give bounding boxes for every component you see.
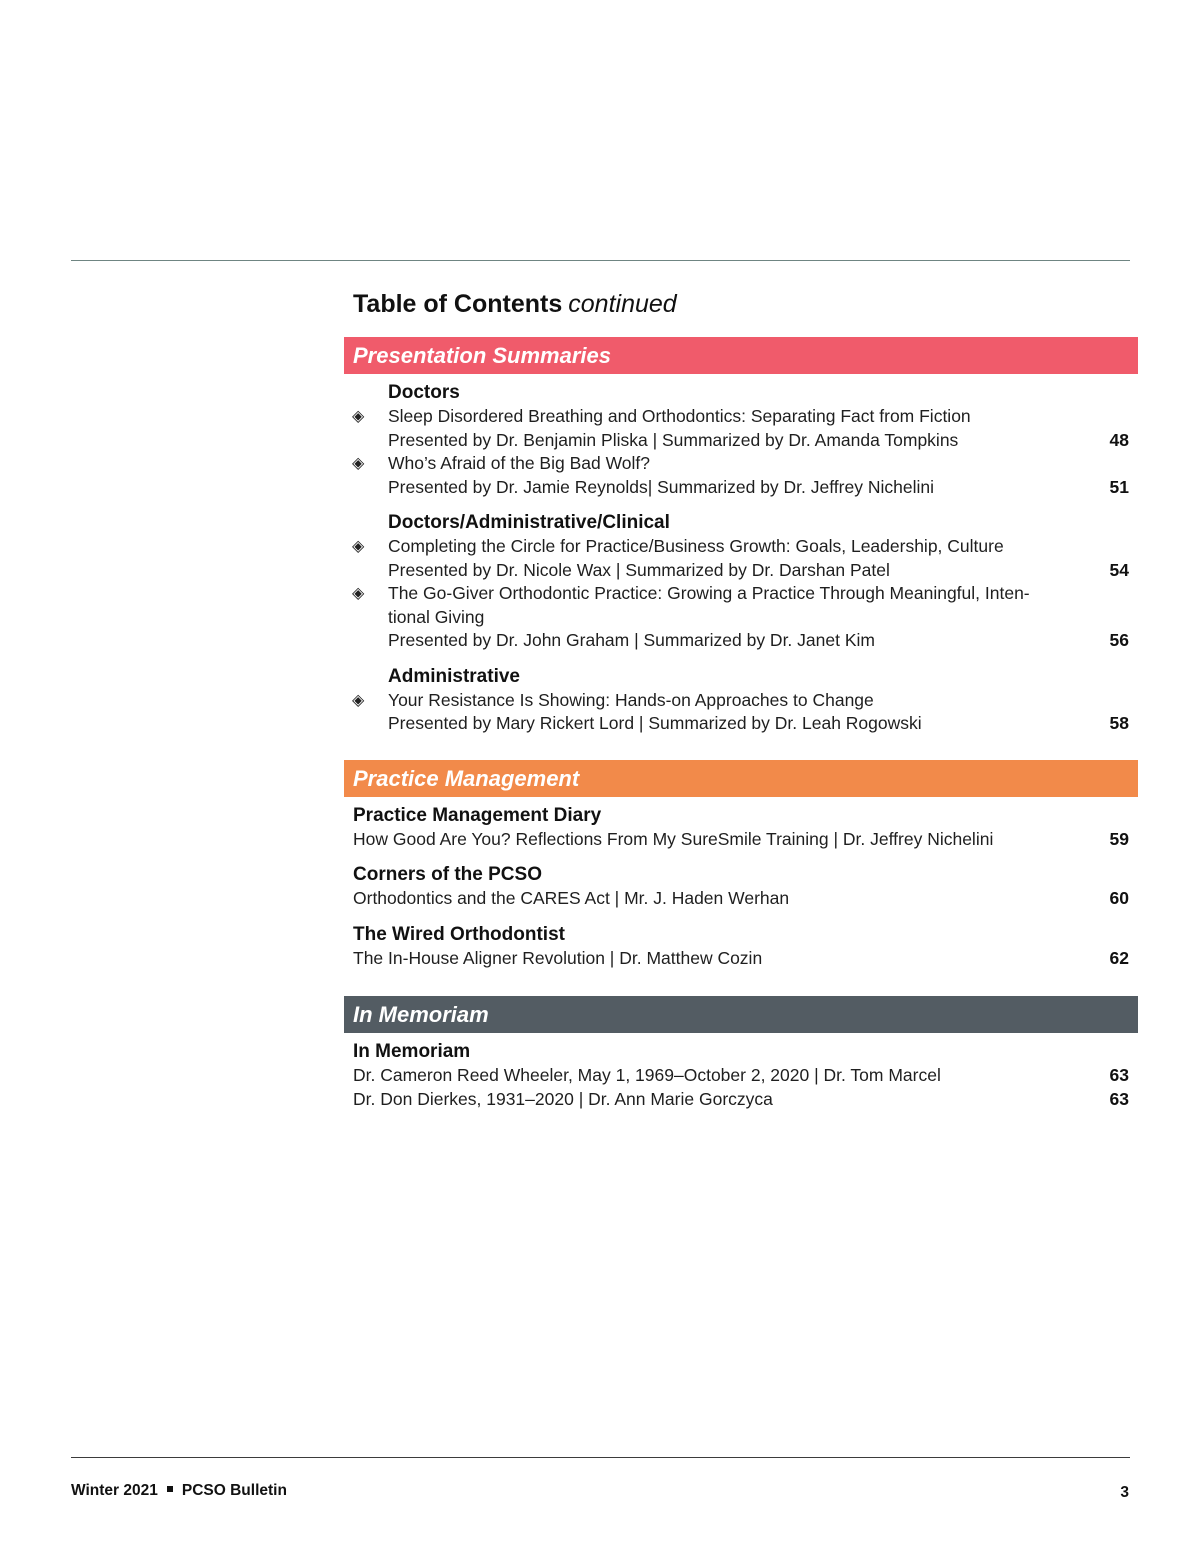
toc-entry[interactable] [353,828,1138,852]
entry-page-number: 63 [1109,1065,1129,1085]
footer-publication: PCSO Bulletin [181,1482,287,1499]
toc-group-practice-management-diary [344,804,1138,852]
toc-entry[interactable] [353,887,1138,911]
group-heading: The Wired Orthodontist [353,923,565,945]
toc-title-text: Table of Contents [353,290,563,318]
entry-title: Who’s Afraid of the Big Bad Wolf? [388,453,650,473]
group-heading: Doctors/Administrative/Clinical [388,512,670,533]
diamond-bullet-icon: ◈ [352,455,365,472]
toc-group-in-memoriam [344,1040,1138,1111]
square-separator-icon [167,1486,173,1492]
entry-byline: Presented by Mary Rickert Lord | Summarized by Dr. Leah Rogowski [388,713,922,733]
toc-group-wired-orthodontist [344,923,1138,971]
toc-group-doctors [344,381,1138,499]
entry-page-number: 62 [1109,947,1129,968]
entry-byline: Presented by Dr. Benjamin Pliska | Summarized by Dr. Amanda Tompkins [388,429,959,450]
entry-title: The Go-Giver Orthodontic Practice: Growing a Practice Through Meaningful, Inten- [388,583,1030,603]
entry-byline: Presented by Dr. John Graham | Summarized by Dr. Janet Kim [388,630,875,650]
footer-page-number: 3 [1120,1484,1129,1501]
diamond-bullet-icon: ◈ [352,408,365,425]
group-heading: Doctors [388,382,460,403]
toc-entry[interactable] [353,1064,1138,1088]
toc-group-administrative [344,665,1138,736]
section-presentation-summaries [344,374,1138,736]
toc-entry[interactable] [352,535,1138,582]
entry-text: The In-House Aligner Revolution | Dr. Matthew Cozin [353,947,763,968]
entry-byline: Presented by Dr. Jamie Reynolds| Summarized by Dr. Jeffrey Nichelini [388,476,934,497]
toc-entry[interactable] [352,582,1138,653]
entry-text: Orthodontics and the CARES Act | Mr. J. Haden Werhan [353,888,790,908]
diamond-bullet-icon: ◈ [352,538,365,555]
entry-page-number: 54 [1109,559,1129,580]
entry-text: Dr. Don Dierkes, 1931–2020 | Dr. Ann Marie Gorczyca [353,1088,773,1109]
group-heading: Corners of the PCSO [353,864,542,885]
toc-title-suffix: continued [568,290,677,318]
entry-page-number: 63 [1109,1088,1129,1109]
entry-page-number: 58 [1109,713,1129,733]
entry-page-number: 59 [1109,828,1129,849]
toc-entry[interactable] [353,1088,1138,1112]
toc-entry[interactable] [353,947,1138,971]
diamond-bullet-icon: ◈ [352,691,365,709]
entry-title: Completing the Circle for Practice/Business Growth: Goals, Leadership, Culture [388,536,1004,556]
toc-entry[interactable] [352,452,1138,499]
section-bar-presentation-summaries: Presentation Summaries [344,337,1138,374]
entry-page-number: 60 [1109,888,1129,908]
toc-entry[interactable] [352,689,1138,736]
entry-page-number: 51 [1109,476,1129,497]
section-practice-management [344,797,1138,971]
section-in-memoriam [344,1033,1138,1111]
toc-group-corners-of-the-pcso [344,863,1138,911]
footer-issue: Winter 2021 [71,1482,158,1499]
entry-title-continued: tional Giving [388,606,485,627]
entry-page-number: 48 [1109,429,1129,450]
entry-title: Your Resistance Is Showing: Hands-on Approaches to Change [388,689,874,710]
entry-text: Dr. Cameron Reed Wheeler, May 1, 1969–October 2, 2020 | Dr. Tom Marcel [353,1065,941,1085]
entry-title: Sleep Disordered Breathing and Orthodontics: Separating Fact from Fiction [388,406,971,426]
entry-text: How Good Are You? Reflections From My SureSmile Training | Dr. Jeffrey Nichelini [353,828,994,849]
toc-group-doctors-administrative-clinical [344,511,1138,653]
group-heading: Practice Management Diary [353,804,602,826]
table-of-contents [344,288,1138,1111]
entry-page-number: 56 [1109,630,1129,650]
toc-entry[interactable] [352,405,1138,452]
entry-byline: Presented by Dr. Nicole Wax | Summarized by Dr. Darshan Patel [388,559,890,580]
footer-issue-info [71,1480,287,1502]
group-heading: In Memoriam [353,1041,471,1062]
top-rule [71,260,1130,261]
section-bar-practice-management: Practice Management [344,760,1138,797]
section-bar-in-memoriam: In Memoriam [344,996,1138,1033]
diamond-bullet-icon: ◈ [352,585,365,602]
page-title [353,288,1138,324]
bottom-rule [71,1457,1130,1458]
group-heading: Administrative [388,665,520,687]
